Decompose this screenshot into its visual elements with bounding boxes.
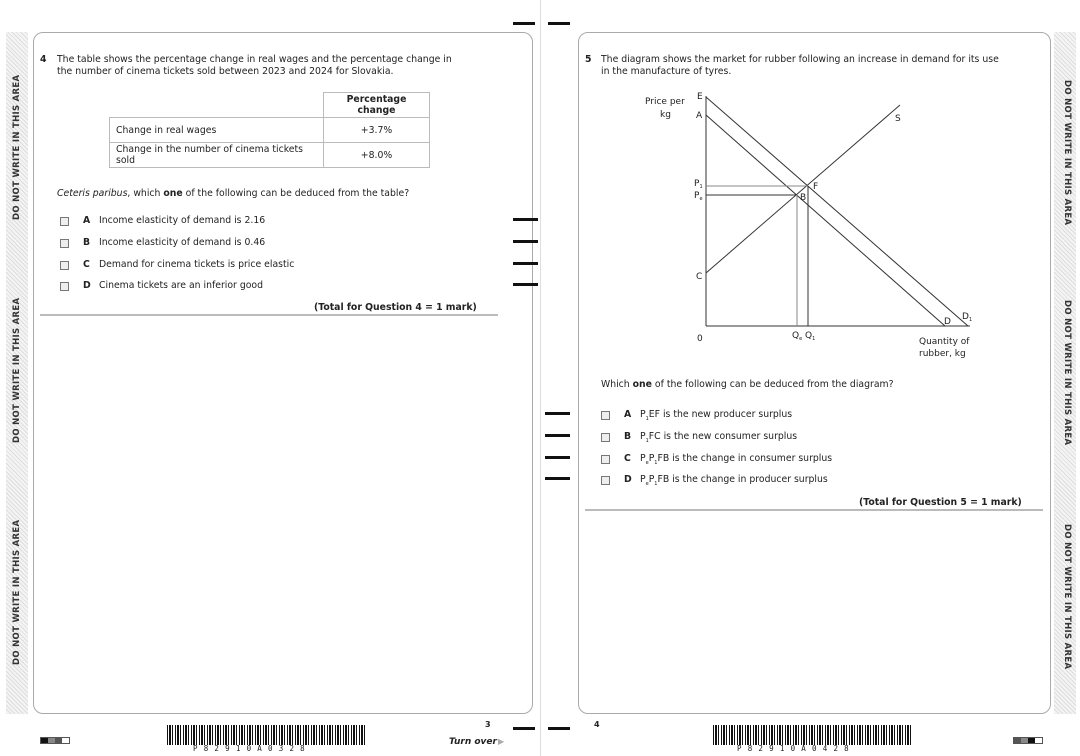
y-axis-label: kg (660, 110, 671, 120)
label-q1: $Q_1$ (805, 331, 816, 342)
divider (585, 509, 1043, 511)
label-f: F (813, 182, 819, 192)
question-stem: the number of cinema tickets sold between 2023 and 2024 for Slovakia. (57, 66, 394, 77)
label-e: E (697, 92, 703, 102)
registration-mark (548, 22, 570, 25)
margin-warning: DO NOT WRITE IN THIS AREA (12, 74, 22, 220)
option-d-checkbox[interactable] (60, 282, 69, 291)
option-b: B $P_1FC$ is the new consumer surplus (624, 431, 798, 444)
y-axis-label: Price per (645, 97, 685, 107)
table-row: Change in the number of cinema tickets sold +8.0% (110, 143, 430, 168)
label-origin: 0 (697, 334, 703, 344)
question-number: 4 (40, 54, 47, 65)
margin-warning: DO NOT WRITE IN THIS AREA (1062, 524, 1072, 670)
question-stem: The table shows the percentage change in real wages and the percentage change in (57, 54, 452, 65)
option-b: B Income elasticity of demand is 0.46 (83, 237, 266, 248)
label-d1: $D_1$ (962, 312, 973, 323)
demand-curve-d (706, 115, 945, 326)
label-c: C (696, 272, 703, 282)
option-a: A Income elasticity of demand is 2.16 (83, 215, 266, 226)
option-a-checkbox[interactable] (60, 217, 69, 226)
option-b-checkbox[interactable] (60, 239, 69, 248)
option-c: C $P_eP_1FB$ is the change in consumer surplus (624, 453, 833, 466)
registration-mark (513, 218, 538, 221)
colour-bar (40, 737, 70, 744)
option-a: A $P_1EF$ is the new producer surplus (624, 409, 793, 422)
option-c-checkbox[interactable] (60, 261, 69, 270)
data-table (109, 92, 430, 168)
registration-mark (545, 412, 570, 415)
registration-mark (548, 727, 570, 730)
question-prompt: Which one of the following can be deduced from the diagram? (601, 379, 894, 390)
registration-mark (513, 283, 538, 286)
option-c-checkbox[interactable] (601, 455, 610, 464)
option-c: C Demand for cinema tickets is price elastic (83, 259, 295, 270)
supply-demand-diagram (580, 80, 1000, 365)
barcode (167, 725, 367, 745)
question-stem: in the manufacture of tyres. (601, 66, 732, 77)
table-header: Percentage change (324, 93, 430, 118)
barcode (713, 725, 913, 745)
label-pe: $P_e$ (694, 191, 703, 202)
barcode-number: P82910A0328 (193, 744, 311, 753)
table-row: Change in real wages +3.7% (110, 118, 430, 143)
registration-mark (513, 727, 535, 730)
label-p1: $P_1$ (694, 179, 703, 190)
margin-warning: DO NOT WRITE IN THIS AREA (12, 297, 22, 443)
colour-bar (1013, 737, 1043, 744)
registration-mark (513, 22, 535, 25)
option-d: D Cinema tickets are an inferior good (83, 280, 264, 291)
arrow-right-icon: ▶ (498, 737, 505, 746)
margin-warning: DO NOT WRITE IN THIS AREA (12, 519, 22, 665)
page-number: 4 (594, 720, 600, 729)
label-d: D (944, 317, 951, 327)
registration-mark (545, 434, 570, 437)
turn-over-label: Turn over (449, 737, 497, 747)
demand-curve-d1 (706, 97, 968, 326)
page-divider (540, 0, 541, 756)
label-s: S (895, 114, 901, 124)
label-a: A (696, 111, 703, 121)
x-axis-label: rubber, kg (919, 349, 966, 359)
option-d-checkbox[interactable] (601, 476, 610, 485)
option-b-checkbox[interactable] (601, 433, 610, 442)
registration-mark (513, 262, 538, 265)
question-total: (Total for Question 4 = 1 mark) (314, 302, 477, 313)
margin-warning: DO NOT WRITE IN THIS AREA (1062, 80, 1072, 226)
supply-curve-s (706, 105, 900, 273)
option-d: D $P_eP_1FB$ is the change in producer surplus (624, 474, 828, 487)
divider (40, 314, 498, 316)
label-qe: $Q_e$ (792, 331, 803, 342)
question-number: 5 (585, 54, 592, 65)
registration-mark (545, 456, 570, 459)
question-stem: The diagram shows the market for rubber following an increase in demand for its use (601, 54, 999, 65)
option-a-checkbox[interactable] (601, 411, 610, 420)
question-total: (Total for Question 5 = 1 mark) (859, 497, 1022, 508)
margin-warning: DO NOT WRITE IN THIS AREA (1062, 300, 1072, 446)
x-axis-label: Quantity of (919, 337, 970, 347)
label-b: B (800, 193, 807, 203)
registration-mark (513, 240, 538, 243)
page-number: 3 (485, 720, 491, 729)
registration-mark (545, 477, 570, 480)
question-prompt: Ceteris paribus, which one of the following can be deduced from the table? (57, 188, 410, 199)
barcode-number: P82910A0428 (737, 744, 855, 753)
